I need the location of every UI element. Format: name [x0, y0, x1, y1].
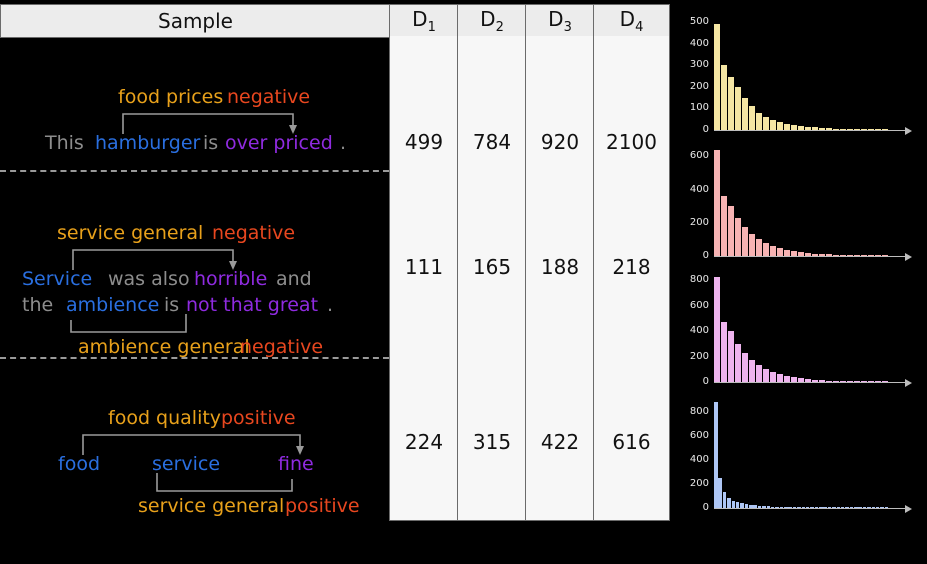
chart-1-bar-7 — [763, 117, 769, 130]
chart-3-ytick-3: 600 — [689, 299, 709, 311]
cell-d2-row3: 315 — [472, 430, 512, 454]
row1-aspect-label: food prices — [118, 86, 224, 108]
chart-3-ytick-2: 400 — [689, 325, 709, 337]
row3-polarity-label-top: positive — [221, 407, 296, 429]
header-d1-label: $D_1$ — [412, 7, 436, 35]
table-row — [0, 172, 389, 357]
chart-2-bar-6 — [756, 239, 762, 256]
row2-token-2: horrible — [194, 268, 268, 290]
cell-d1-row3: 224 — [404, 430, 444, 454]
distribution-charts — [676, 0, 927, 564]
cell-d2-row1: 784 — [472, 130, 512, 154]
chart-1-plot — [714, 22, 889, 130]
row2-token-3: and — [276, 268, 312, 290]
chart-1 — [676, 16, 927, 140]
chart-3-bar-2 — [728, 331, 734, 382]
chart-3-ytick-0: 0 — [702, 376, 709, 387]
cell-d3-row3: 422 — [540, 430, 580, 454]
chart-2-bar-2 — [728, 206, 734, 256]
table-column-d1 — [389, 36, 459, 521]
table-header-d4 — [593, 4, 670, 38]
chart-2-x-axis — [714, 256, 907, 257]
table-row — [0, 36, 389, 170]
chart-3-bar-7 — [763, 369, 769, 382]
chart-3-bar-0 — [714, 277, 720, 382]
chart-2-bar-1 — [721, 196, 727, 256]
chart-4 — [676, 400, 927, 518]
chart-3-bar-1 — [721, 322, 727, 382]
table-column-d3 — [525, 36, 595, 521]
chart-2-ytick-0: 0 — [702, 250, 709, 261]
cell-d2-row2: 165 — [472, 255, 512, 279]
row1-polarity-label: negative — [227, 86, 311, 108]
chart-3 — [676, 274, 927, 392]
table-header-d3 — [525, 4, 595, 38]
chart-3-x-axis — [714, 382, 907, 383]
chart-2-bar-3 — [735, 218, 741, 256]
chart-2-bar-9 — [777, 248, 783, 256]
row2-token-4: the — [22, 294, 54, 316]
chart-1-ytick-0: 0 — [702, 124, 709, 135]
chart-2-bar-4 — [742, 227, 748, 256]
chart-2-ytick-1: 200 — [689, 216, 709, 228]
table-header-d2 — [457, 4, 527, 38]
cell-d4-row3: 616 — [612, 430, 651, 454]
table-column-d4 — [593, 36, 670, 521]
row2-token-7: not that great — [186, 294, 319, 316]
row1-token-2: is — [203, 132, 219, 154]
row2-polarity-label-top: negative — [212, 222, 296, 244]
chart-2-ytick-3: 600 — [689, 150, 709, 162]
header-sample-label: Sample — [158, 9, 233, 33]
row2-token-8: . — [327, 294, 334, 316]
chart-3-bar-3 — [735, 344, 741, 382]
chart-4-bar-1 — [718, 478, 722, 508]
row2-token-6: is — [164, 294, 180, 316]
chart-1-bar-9 — [777, 122, 783, 130]
chart-1-ytick-1: 100 — [689, 102, 709, 114]
cell-d4-row1: 2100 — [606, 130, 657, 154]
row2-token-0: Service — [22, 268, 93, 290]
row3-aspect-label-bottom: service general — [138, 495, 285, 517]
chart-3-x-axis-arrow — [905, 379, 912, 387]
cell-d3-row2: 188 — [540, 255, 580, 279]
table-header-d1 — [389, 4, 459, 38]
chart-1-ytick-5: 500 — [689, 16, 709, 27]
chart-2-bar-7 — [763, 243, 769, 256]
chart-2-bar-8 — [770, 246, 776, 256]
chart-4-ytick-4: 800 — [689, 406, 709, 417]
row2-aspect-label-top: service general — [57, 222, 204, 244]
chart-4-bar-3 — [727, 498, 731, 508]
row2-token-1: was also — [108, 268, 190, 290]
chart-4-x-axis-arrow — [905, 505, 912, 513]
chart-4-ytick-1: 200 — [689, 478, 709, 489]
chart-2-x-axis-arrow — [905, 253, 912, 261]
chart-1-bar-2 — [728, 77, 734, 130]
chart-3-plot — [714, 274, 889, 382]
chart-1-ytick-3: 300 — [689, 59, 709, 71]
row3-polarity-label-bottom: positive — [285, 495, 360, 517]
chart-4-bar-2 — [723, 492, 727, 508]
row3-token-1: service — [152, 453, 221, 475]
chart-4-plot — [714, 400, 889, 508]
chart-1-bar-5 — [749, 106, 755, 130]
cell-d1-row2: 111 — [404, 255, 444, 279]
chart-4-x-axis — [714, 508, 907, 509]
row2-polarity-label-bottom: negative — [240, 336, 324, 358]
table-column-d2 — [457, 36, 527, 521]
row3-token-0: food — [58, 453, 100, 475]
chart-4-ytick-3: 600 — [689, 430, 709, 441]
table-header-sample — [0, 4, 391, 38]
row1-token-1: hamburger — [95, 132, 201, 154]
chart-4-ytick-0: 0 — [702, 502, 709, 513]
chart-1-bar-1 — [721, 65, 727, 130]
chart-3-bar-8 — [770, 372, 776, 382]
chart-1-bar-4 — [742, 98, 748, 130]
row3-aspect-label-top: food quality — [108, 407, 222, 429]
chart-3-bar-5 — [749, 360, 755, 382]
chart-1-ytick-2: 200 — [689, 80, 709, 92]
chart-3-ytick-4: 800 — [689, 274, 709, 286]
chart-4-bar-0 — [714, 402, 718, 508]
chart-1-x-axis — [714, 130, 907, 131]
chart-4-bar-4 — [732, 501, 736, 508]
chart-2-plot — [714, 148, 889, 256]
chart-2-bar-5 — [749, 234, 755, 256]
chart-2-bar-0 — [714, 150, 720, 256]
chart-1-bar-8 — [770, 120, 776, 130]
chart-2 — [676, 148, 927, 266]
chart-1-bar-0 — [714, 24, 720, 130]
chart-3-bar-6 — [756, 365, 762, 382]
row1-token-3: over priced — [225, 132, 333, 154]
chart-1-bar-6 — [756, 113, 762, 130]
chart-3-bar-4 — [742, 353, 748, 382]
chart-1-bar-3 — [735, 87, 741, 130]
row1-token-0: This — [45, 132, 84, 154]
header-d3-label: $D_3$ — [548, 7, 572, 35]
header-d2-label: $D_2$ — [480, 7, 504, 35]
sample-table — [0, 4, 670, 520]
chart-4-ytick-2: 400 — [689, 454, 709, 465]
row2-token-5: ambience — [66, 294, 160, 316]
chart-1-x-axis-arrow — [905, 127, 912, 135]
chart-1-ytick-4: 400 — [689, 37, 709, 49]
row3-token-2: fine — [278, 453, 314, 475]
row1-token-4: . — [340, 132, 347, 154]
cell-d3-row1: 920 — [540, 130, 580, 154]
cell-d1-row1: 499 — [404, 130, 444, 154]
header-d4-label: $D_4$ — [619, 7, 644, 35]
chart-2-ytick-2: 400 — [689, 183, 709, 195]
chart-3-ytick-1: 200 — [689, 350, 709, 362]
table-row — [0, 359, 389, 520]
cell-d4-row2: 218 — [612, 255, 651, 279]
row2-aspect-label-bottom: ambience general — [78, 336, 250, 358]
chart-3-bar-9 — [777, 374, 783, 382]
